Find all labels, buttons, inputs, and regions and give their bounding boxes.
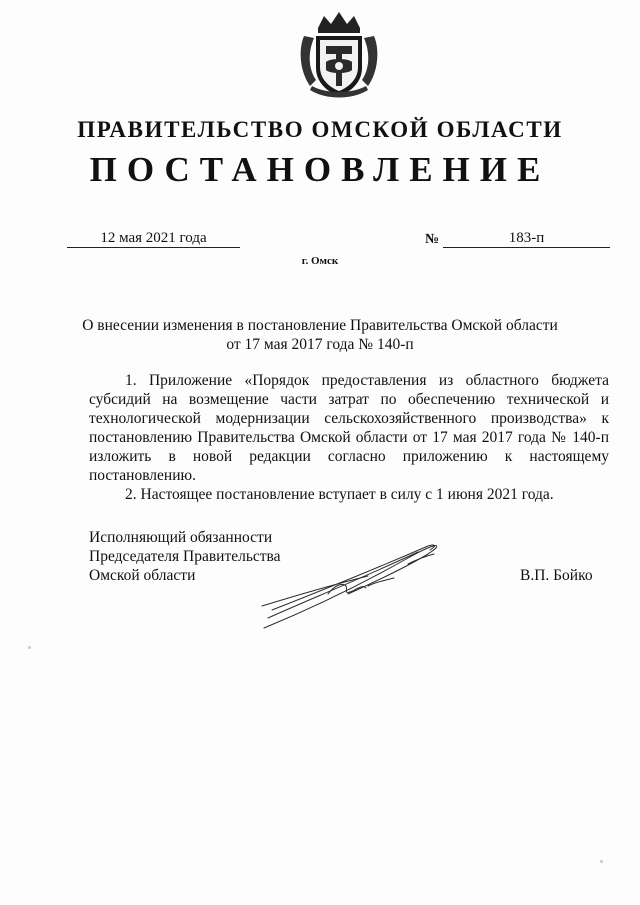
signer-name: В.П. Бойко [520,567,593,584]
signer-title-line-3: Омской области [89,567,196,584]
document-body [89,371,609,504]
document-date: 12 мая 2021 года [67,229,240,248]
paragraph-1: 1. Приложение «Порядок предоставления из областного бюджета субсидий на возмещение части затрат по обеспечению технической и технологической модернизации сельскохозяйственного производства» к постановлению Правительства Омской области от 17 мая 2017 года № 140-п изложить в новой редакции согласно приложению к настоящему постановлению. [89,372,609,484]
scan-speck [600,860,603,863]
scan-speck [28,646,31,649]
signer-title-line-2: Председателя Правительства [89,548,281,565]
handwritten-signature [258,536,448,632]
omsk-coat-of-arms-emblem [296,10,382,100]
document-subject [60,316,580,354]
signer-title-line-1: Исполняющий обязанности [89,529,273,546]
subject-line-2: от 17 мая 2017 года № 140-п [226,336,414,353]
number-sign: № [425,232,440,247]
document-type-heading: ПОСТАНОВЛЕНИЕ [89,150,551,189]
document-number: 183-п [443,229,610,248]
subject-line-1: О внесении изменения в постановление Правительства Омской области [82,317,558,334]
signer-title [89,528,281,585]
government-heading: ПРАВИТЕЛЬСТВО ОМСКОЙ ОБЛАСТИ [77,117,563,142]
city-label: г. Омск [301,255,339,267]
paragraph-2: 2. Настоящее постановление вступает в силу с 1 июня 2021 года. [125,486,554,503]
